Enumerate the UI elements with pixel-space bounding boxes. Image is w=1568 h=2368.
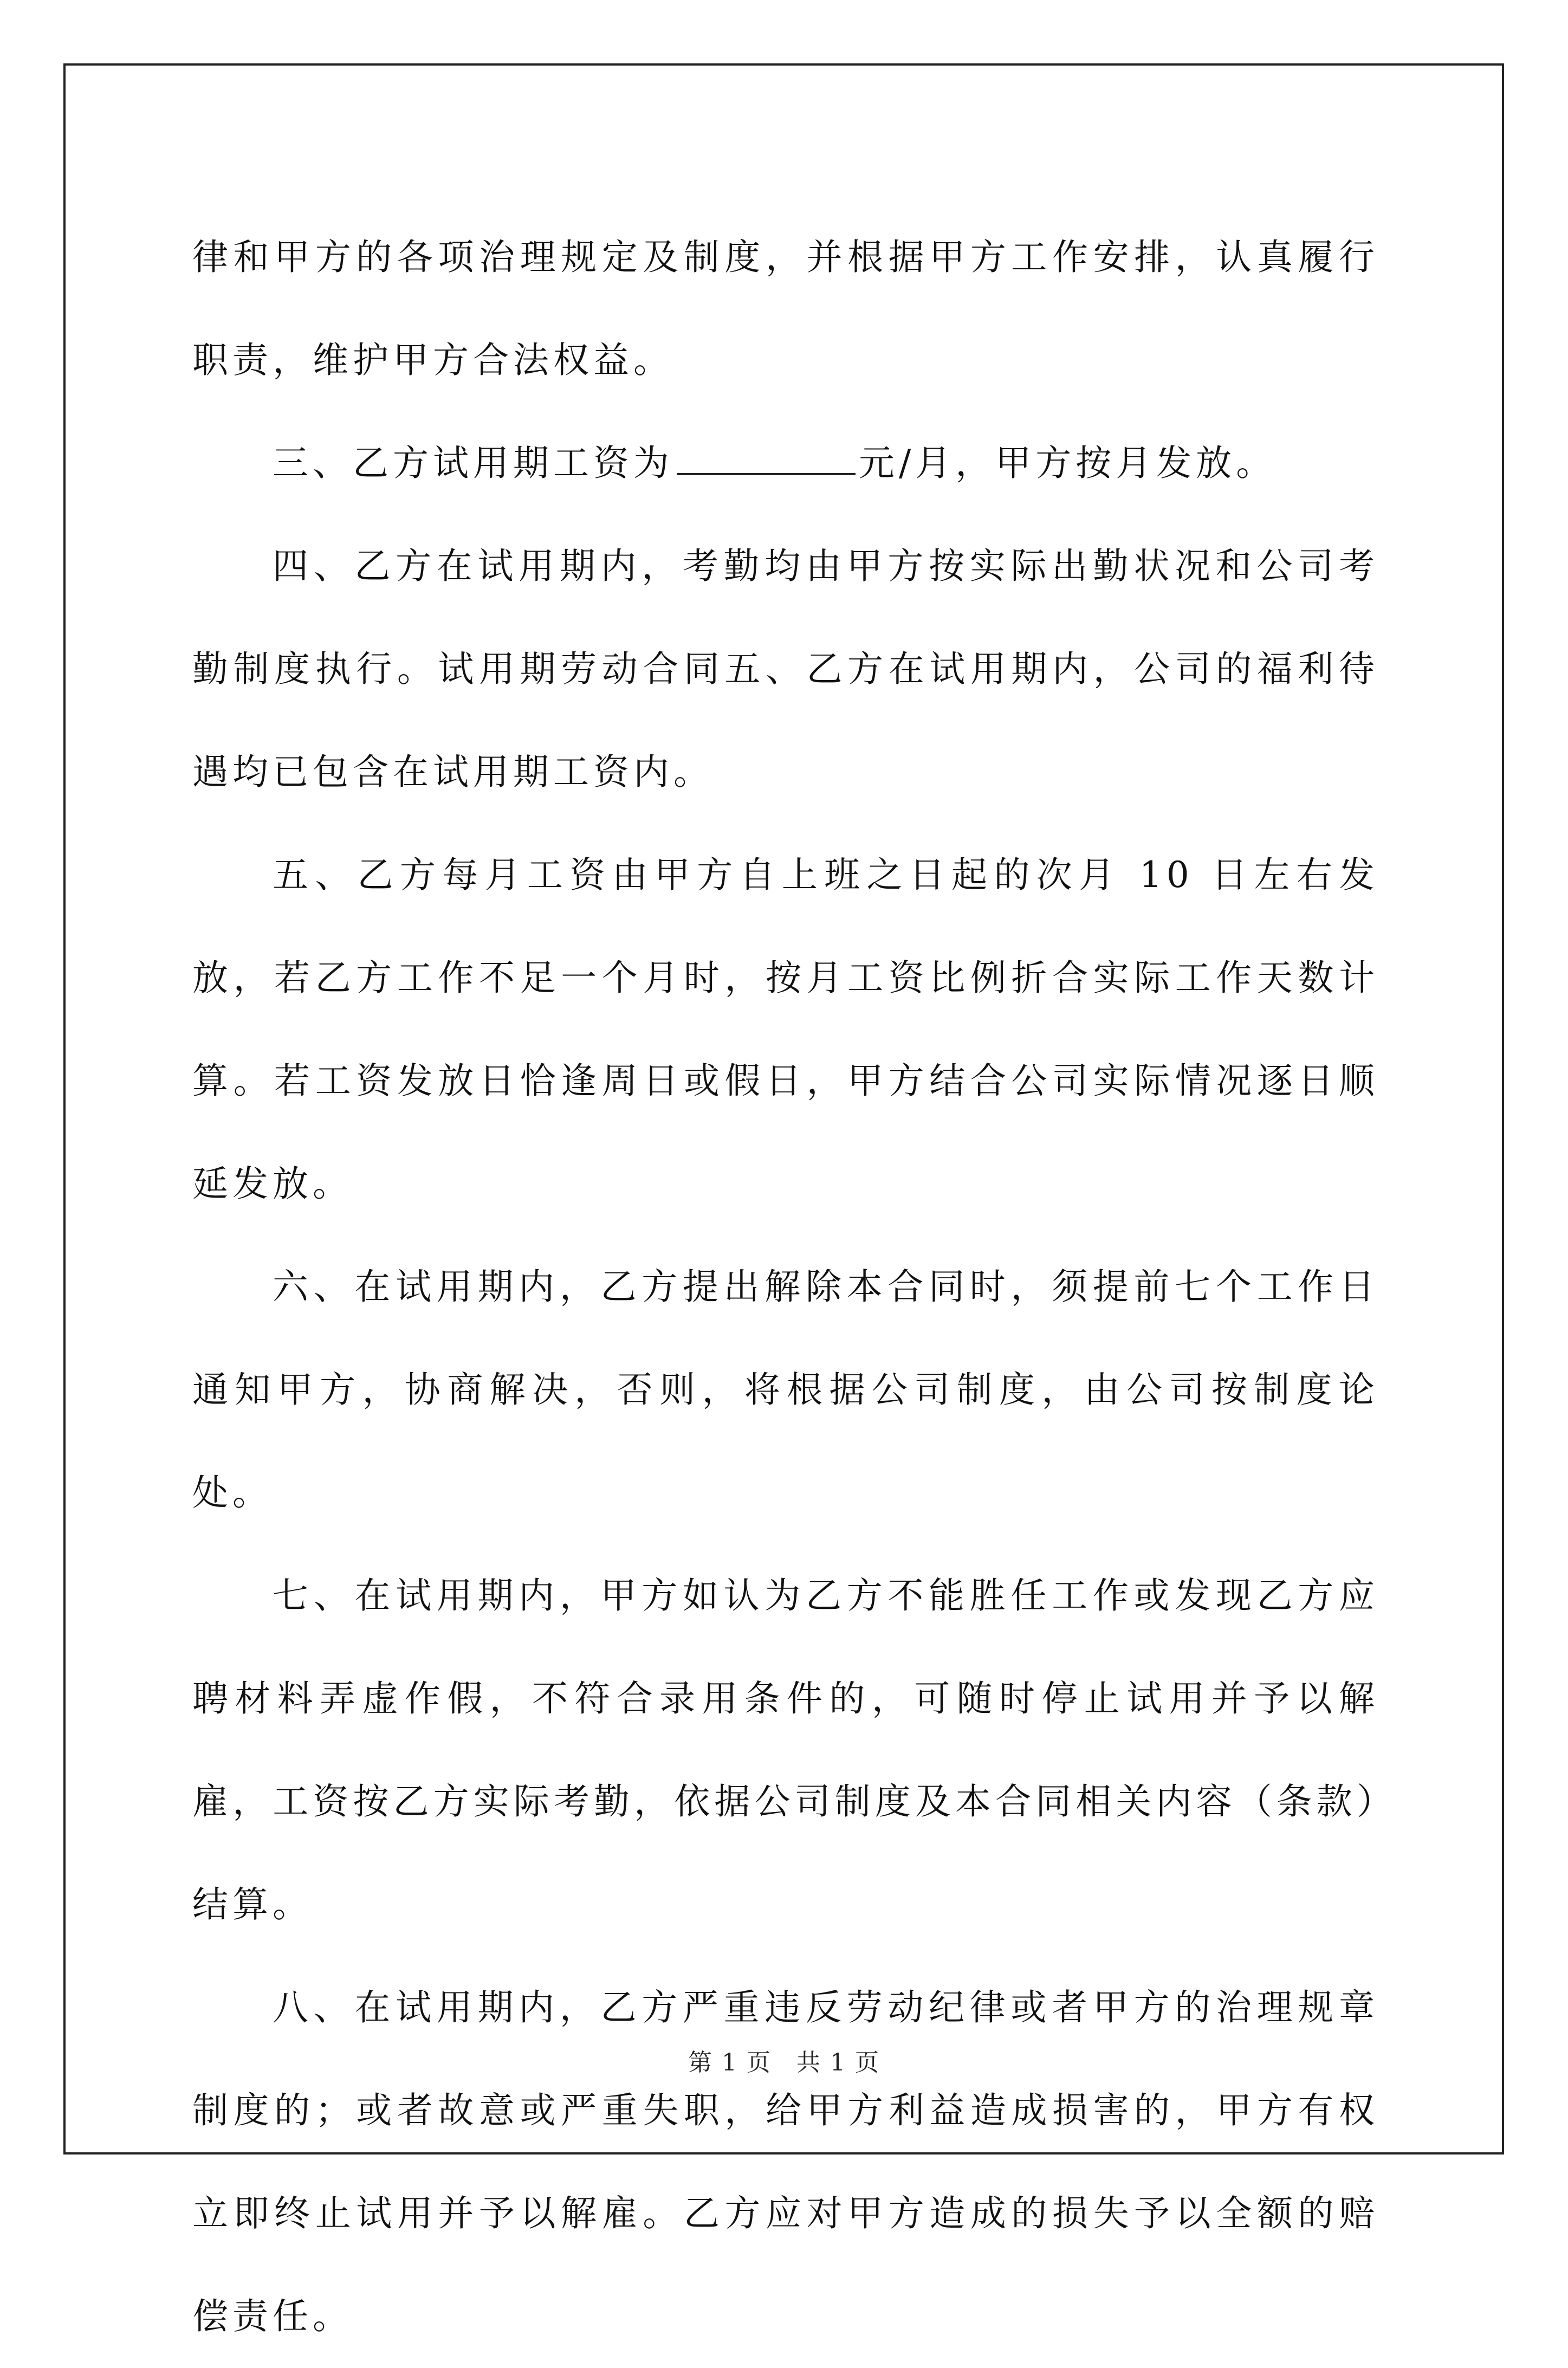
paragraph-attendance: 四、乙方在试用期内，考勤均由甲方按实际出勤状况和公司考勤制度执行。试用期劳动合同五、乙方在试用期内，公司的福利待遇均已包含在试用期工资内。 [192,545,1379,793]
paragraph-payment: 五、乙方每月工资由甲方自上班之日起的次月 10 日左右发放，若乙方工作不足一个月时，按月工资比例折合实际工作天数计算。若工资发放日恰逢周日或假日，甲方结合公司实际情况逐日顺延发放。 [192,854,1379,1205]
paragraph-salary [192,412,1379,515]
paragraph-resignation: 六、在试用期内，乙方提出解除本合同时，须提前七个工作日通知甲方，协商解决，否则，将根据公司制度，由公司按制度论处。 [192,1266,1379,1513]
paragraph-continuation: 律和甲方的各项治理规定及制度，并根据甲方工作安排，认真履行职责，维护甲方合法权益。 [192,236,1379,381]
page-footer: 第 1 页 共 1 页 [688,2049,880,2076]
salary-blank-line [677,444,856,475]
salary-clause-suffix: 元/月，甲方按月发放。 [859,442,1277,484]
paragraph-dismissal: 七、在试用期内，甲方如认为乙方不能胜任工作或发现乙方应聘材料弄虚作假，不符合录用条件的，可随时停止试用并予以解雇，工资按乙方实际考勤，依据公司制度及本合同相关内容（条款）结算。 [192,1575,1379,1925]
paragraph-termination: 八、在试用期内，乙方严重违反劳动纪律或者甲方的治理规章制度的；或者故意或严重失职，给甲方利益造成损害的，甲方有权立即终止试用并予以解雇。乙方应对甲方造成的损失予以全额的赔偿责任。 [192,1987,1379,2337]
salary-clause-prefix: 三、乙方试用期工资为 [273,442,673,484]
